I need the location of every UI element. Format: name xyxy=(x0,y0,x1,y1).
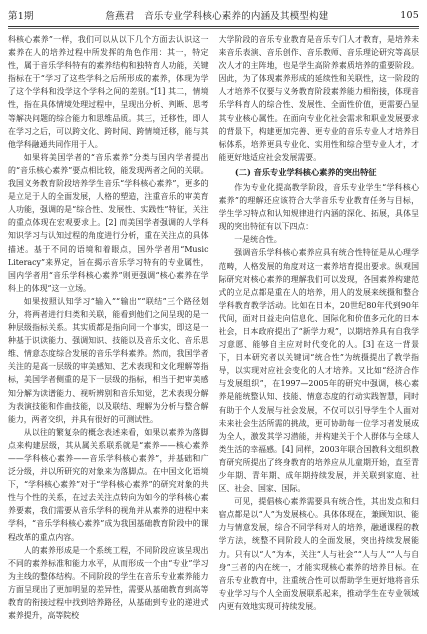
section-heading: (二) 音乐专业学科核心素养的突出特征 xyxy=(234,166,377,177)
header-rule xyxy=(8,26,419,27)
paragraph: 强调音乐学科核心素养应具有统合性特征是从心理学范畴，人格发展的角度对这一素养培育提出要求。纵观国际研究对核心素养的理解我们可以发现，各国素养构建范式的立足点都是重在人的培养，用人的发展来统摄和整合学科教育教学活动。比如在日本，20世纪80年代到90年代间，面对日益走向信息化、国际化和价值多元化的日本社会，日本政府提出了“新学力观”，以期培养具有自我学习意愿、能够自主应对时代变化的人。[3] 在这一背景下，日本研究者以关键词“统合性”为统摄提出了教学指导，以实现对应社会变化的人才培养。又比如“经济合作与发展组织”，在1997—2005年的研究中强调，核心素养是能统整认知、技能、情意态度的行动实践智慧，同时有助于个人发展与社会发展，不仅可以引导学生个人面对未来社会生活所需的挑战，更可协助每一位学习者发展成为全人，激发其学习潜能，并构建关于个人群体与全球人类生活的幸福感。[4] 同样，2003年联合国教科文组织教育研究所提出了终身教育的培养应从儿童期开始，直至青少年期、青年期、成年期持续发展，并关联到家庭、社区、社会、国家、国际。 xyxy=(218,248,419,494)
paragraph: 大学阶段的音乐专业教育是音乐专门人才教育，是培养未来音乐表演、音乐创作、音乐教师、音乐理论研究等高层次人才的主阵地，也是学生高阶养素质培养的重要阶段。因此，为了体现素养形成的延续性和关联性，这一阶段的人才培养不仅要与义务教育阶段素养能力相衔接，体现音乐学科育人的综合性、发展性、全面性价值，更需要凸显其专业核心属性。在面向专业化社会需求和职业发展要求的背景下，构建更加完善、更专业的音乐专业人才培养目标体系，培养更具专业化、实用性和综合型专业人才，才能更好地适应社会发展需要。 xyxy=(218,35,419,162)
page-number: 105 xyxy=(400,9,419,21)
subheading: 一是统合性。 xyxy=(234,235,282,245)
paragraph: 如果按照认知学习“输入”“输出”“联结”三个路径划分，将两者进行归类和关联，能看到他们之间呈现的是一种层级指标关系。其实质都是指向同一个事实，即这是一种基于识读能力、强调知识、技能以及音乐文化、音乐思维、情意态度综合发展的音乐学科素养。然而，我国学者关注的是高一层级的审美感知、艺术表现和文化理解等指标，美国学者侧重的是下一层级的指标，相当于把审美感知分解为读谱能力、视听辨别和音乐知觉，艺术表现分解为表演技能和作曲技能，以及联结、理解为分析与整合解能力，两者交织，并具有很好的可测试性。 xyxy=(8,296,209,424)
article-title: 詹燕君 音乐专业学科核心素养的内涵及其模型构建 xyxy=(105,11,329,22)
paragraph: 作为专业化提高教学阶段，音乐专业学生“学科核心素养”的理解还应该符合大学音乐专业教育任务与目标，学生学习特点和认知规律进行内涵的深化、拓展，具体呈现的突出特征有以下四点： xyxy=(218,182,419,232)
paragraph: 可见，提倡核心素养需要具有统合性，其出发点和归宿点都是以“人”为发展核心。具体体现在，兼顾知识、能力与情意发展，综合不同学科对人的培养，融通课程的教学方法，统整不同阶段人的全面发展，突出持续发展能力。只有以“人”为本，关注“人与社会”“人与人”“人与自身”三者的内在统一，才能实现核心素养的培养目标。在音乐专业教育中，注重统合性可以帮助学生更好地将音乐专业学习与个人全面发展联系起来，推动学生在专业领域内更有效地实现可持续发展。 xyxy=(218,497,419,611)
header-rule-thin xyxy=(8,28,419,29)
paragraph: 从以往的繁复杂的概念表述来看，如果以素养为落脚点来构建层级，其从属关系联系就是“素养——核心素养——学科核心素养——音乐学科核心素养”，并基础和广泛分级，并以所研究的对象来为落脚点。在中国文化语境下，“学科核心素养”对于“学科核心素养”的研究对象的共性与个性的关系，在过去关注点转向为如今的学科核心素养要素，我们需要从音乐学科的视角并从素养的进程中来学科，“音乐学科核心素养”成为我国基础教育阶段中的课程改革的重点内容。 xyxy=(8,427,209,542)
paragraph: 科核心素养”一样，我们可以从以下几个方面去认识这一素养在人的培养过程中所发挥的角色作用：其一，特定性，属于音乐学科特有的素养结构和独特育人功能，关键指标在于“学习了这些学科之后所形成的素养，体现为学了这个学科和没学这个学科之间的差别。”[1] 其二，情境性，指在具体情境处理过程中，呈现出分析、判断、思考等解决问题的综合能力和思维品质。其三，迁移性，即人在学习之后，可以跨文化、跨时间、跨情境迁移，能与其他学科融通共同作用于人。 xyxy=(8,35,209,149)
running-header xyxy=(8,6,419,24)
paragraph: 如果将美国学者的“音乐素养”分类与国内学者提出的“音乐核心素养”要点相比较，能发现两者之间的关联。我国义务教育阶段培养学生音乐“学科核心素养”，更多的是立足于人的全面发展，人格的塑造，注重音乐的审美育人功能，强调的是“综合性、发展性、实践性”特征，关注的重点体现在宏观要求上。[2] 而美国学者强调的人学科知识学习与认知过程的角度进行分析，重在关注点的具体描述。基于不同的语境和着眼点，国外学者用“Music Literacy”来界定，旨在揭示音乐学习特有的专业属性，国内学者用“音乐学科核心素养”则更强调“核心素养在学科上的体现”这一立场。 xyxy=(8,152,209,293)
issue-label: 第1期 xyxy=(8,11,34,22)
left-column xyxy=(8,33,209,630)
paragraph: 人的素养形成是一个系统工程，不同阶段应该呈现出不同的素养标准和能力水平，从而形成一个由“专业”学习为主线的整体结构。不同阶段的学生在音乐专业素养能力方面呈现出了更加明显的差异性，需要从基础教育到高等教育的衔接过程中找到培养路径，从基础到专业的递进式素养提升，高等院校 xyxy=(8,545,209,621)
right-column xyxy=(219,33,420,630)
two-column-body xyxy=(8,33,419,630)
